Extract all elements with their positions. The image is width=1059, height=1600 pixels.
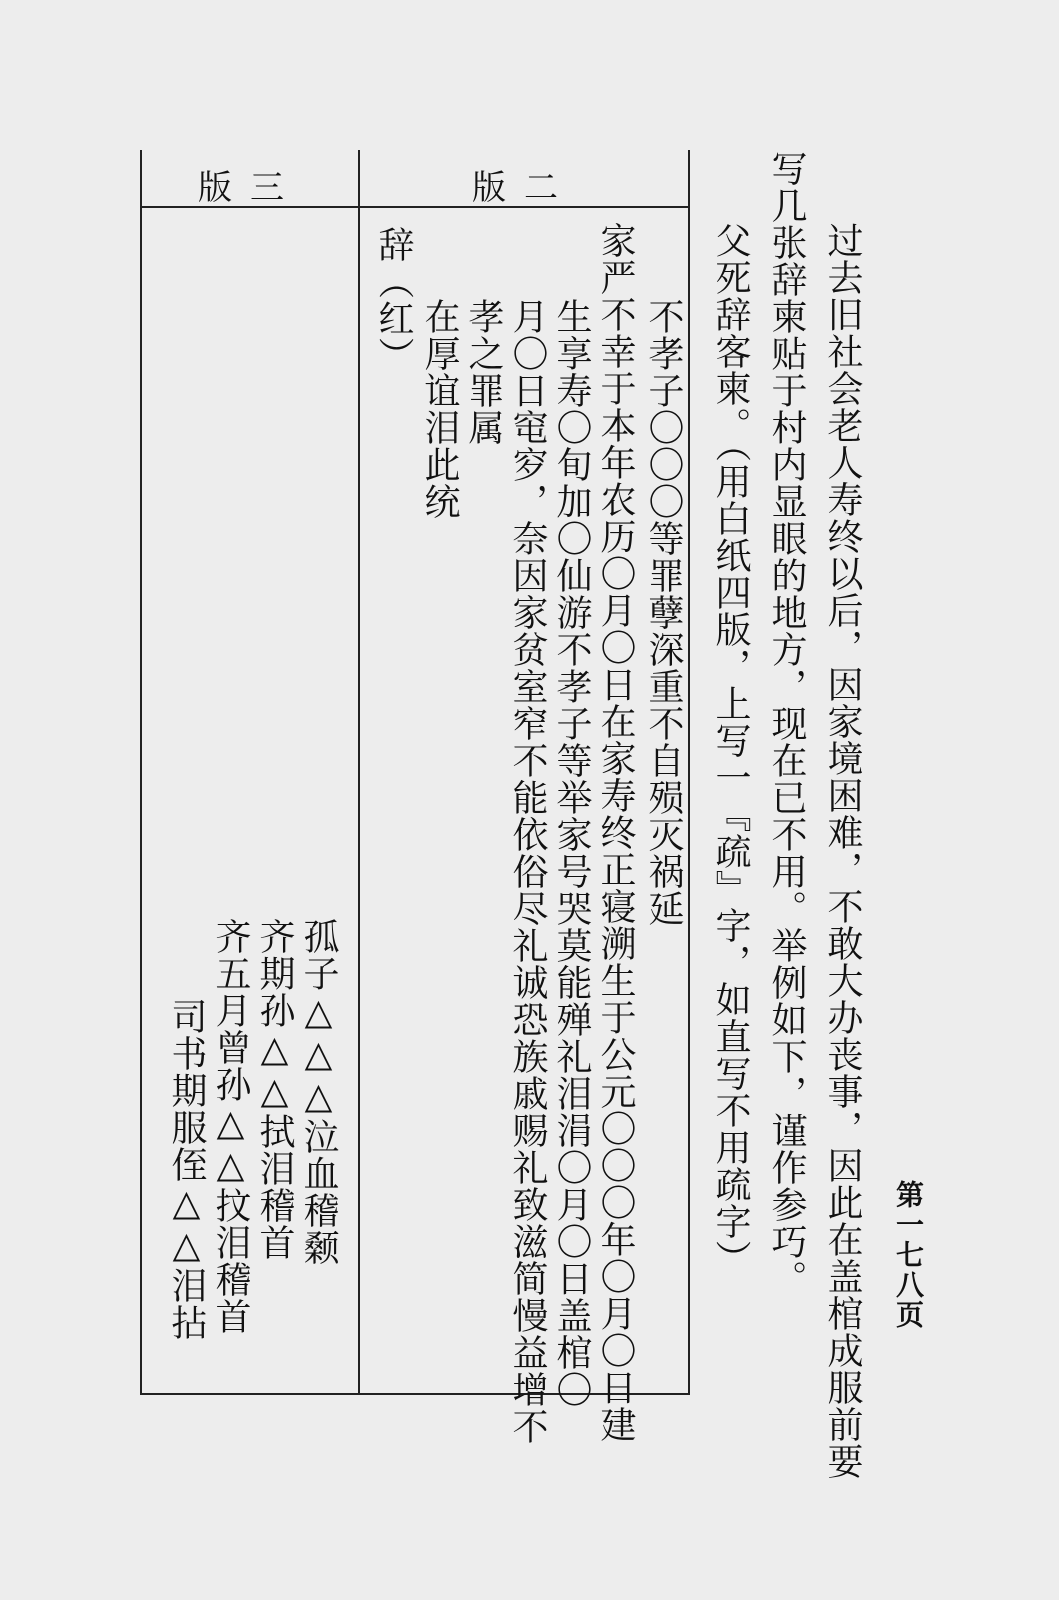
- ban-san-line-3: 齐五月曾孙△△抆泪稽首: [210, 918, 251, 1335]
- ban-san-line-4: 司书期服侄△△泪拈: [166, 998, 207, 1341]
- ban-er-line-2: 家严不幸于本年农历〇月〇日在家寿终正寝溯生于公元〇〇〇年〇月〇日建: [595, 222, 636, 1443]
- ban-er-line-5: 孝之罪属: [463, 298, 504, 446]
- header-ban-san: 版三: [198, 168, 302, 208]
- ban-er-line-7: 辞（红）: [373, 226, 414, 374]
- ban-san-line-2: 齐期孙△△拭泪稽首: [254, 918, 295, 1261]
- ban-er-line-4: 月〇日窀穸，奈因家贫室窄不能依俗尽礼诚恐族戚赐礼致滋简慢益增不: [507, 298, 548, 1445]
- table-left-border: [140, 150, 142, 1395]
- intro-line-1: 过去旧社会老人寿终以后，因家境困难，不敢大办丧事，因此在盖棺成服前要: [822, 222, 863, 1480]
- ban-san-line-1: 孤子△△△泣血稽颡: [298, 918, 339, 1266]
- intro-line-2: 写几张辞柬贴于村内显眼的地方，现在已不用。举例如下，谨作参巧。: [766, 150, 807, 1297]
- ban-er-line-1: 不孝子〇〇〇等罪孽深重不自殒灭祸延: [643, 298, 684, 927]
- ban-er-line-6: 在厚谊泪此统: [419, 298, 460, 520]
- page-number: 第一七八页: [892, 1180, 925, 1330]
- intro-line-3: 父死辞客柬。（用白纸四版，上写一『疏』字，如直写不用疏字）: [710, 222, 751, 1277]
- header-ban-er: 版二: [472, 168, 576, 208]
- column-divider: [358, 150, 360, 1395]
- ban-er-line-3: 生享寿〇旬加〇仙游不孝子等举家号哭莫能殚礼泪涓〇月〇日盖棺〇: [551, 298, 592, 1408]
- table-right-border: [688, 150, 690, 1395]
